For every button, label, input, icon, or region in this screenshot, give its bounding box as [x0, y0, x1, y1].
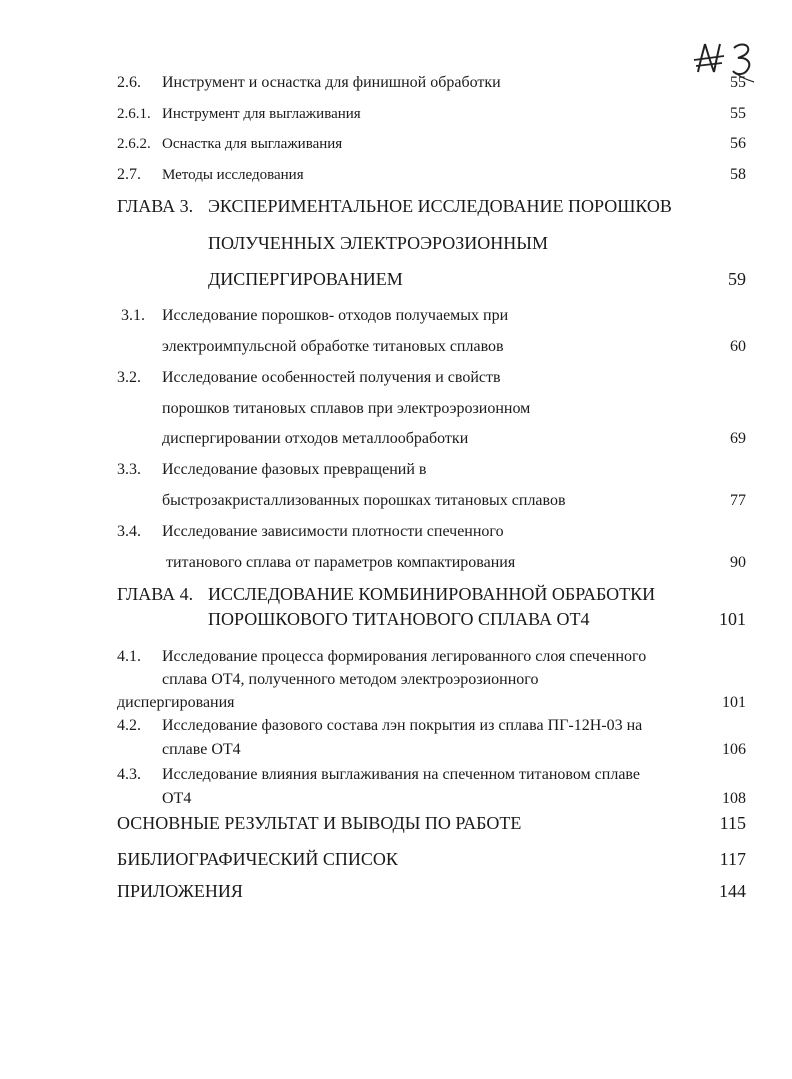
chapter4-page: 101 [719, 609, 746, 629]
toc-title-3-3-line1: Исследование фазовых превращений в [162, 461, 427, 478]
toc-title-2-6: Инструмент и оснастка для финишной обработки [162, 74, 501, 91]
toc-page-3-3: 77 [730, 492, 746, 509]
chapter4-number: ГЛАВА 4. [117, 584, 194, 604]
toc-title-2-6-1: Инструмент для выглаживания [162, 106, 361, 122]
toc-page-2-6-1: 55 [730, 105, 746, 122]
chapter3-title-line1: ЭКСПЕРИМЕНТАЛЬНОЕ ИССЛЕДОВАНИЕ ПОРОШКОВ [208, 196, 672, 216]
chapter3-title-line3: ДИСПЕРГИРОВАНИЕМ [208, 269, 403, 289]
toc-title-4-2-line2: сплаве ОТ4 [162, 741, 241, 758]
chapter3-page: 59 [728, 269, 746, 289]
handwritten-page-mark [690, 38, 762, 84]
toc-page-3-4: 90 [730, 554, 746, 571]
toc-num-4-3: 4.3. [117, 766, 141, 783]
toc-page-2-7: 58 [730, 166, 746, 183]
toc-num-3-2: 3.2. [117, 369, 141, 386]
toc-num-2-6-2: 2.6.2. [117, 136, 151, 152]
toc-bibliography-title: БИБЛИОГРАФИЧЕСКИЙ СПИСОК [117, 849, 398, 869]
toc-page-4-3: 108 [722, 790, 746, 807]
toc-num-4-1: 4.1. [117, 648, 141, 665]
toc-title-3-4-line2: титанового сплава от параметров компактирования [166, 554, 516, 571]
toc-page-2-6: 55 [730, 74, 746, 91]
toc-num-2-7: 2.7. [117, 166, 141, 183]
toc-title-3-1-line2: электроимпульсной обработке титановых сплавов [162, 338, 504, 355]
toc-title-4-3-line2: ОТ4 [162, 790, 192, 807]
toc-title-3-3-line2: быстрозакристаллизованных порошках титановых сплавов [162, 492, 566, 509]
toc-title-2-6-2: Оснастка для выглаживания [162, 136, 343, 152]
toc-title-3-2-line3: диспергировании отходов металлообработки [162, 430, 469, 447]
toc-title-4-1-line1: Исследование процесса формирования легированного слоя спеченного [162, 648, 647, 665]
chapter3-number: ГЛАВА 3. [117, 196, 194, 216]
toc-title-3-2-line2: порошков титановых сплавов при электроэрозионном [162, 400, 531, 417]
toc-title-2-7: Методы исследования [162, 167, 304, 183]
toc-results-page: 115 [719, 813, 746, 833]
toc-appendix-page: 144 [719, 881, 746, 901]
chapter4-title-line2: ПОРОШКОВОГО ТИТАНОВОГО СПЛАВА ОТ4 [208, 609, 590, 629]
toc-page-3-1: 60 [730, 338, 746, 355]
toc-num-3-4: 3.4. [117, 523, 141, 540]
toc-page-4-2: 106 [722, 741, 746, 758]
toc-page-3-2: 69 [730, 430, 746, 447]
toc-num-3-1: 3.1. [121, 307, 145, 324]
toc-title-4-1-line2: сплава ОТ4, полученного методом электроэрозионного [162, 671, 539, 688]
toc-page-4-1: 101 [722, 694, 746, 711]
toc-results-title: ОСНОВНЫЕ РЕЗУЛЬТАТ И ВЫВОДЫ ПО РАБОТЕ [117, 813, 522, 833]
toc-title-4-2-line1: Исследование фазового состава лэн покрытия из сплава ПГ-12Н-03 на [162, 717, 643, 734]
toc-bibliography-page: 117 [719, 849, 746, 869]
toc-page-2-6-2: 56 [730, 135, 746, 152]
toc-title-4-3-line1: Исследование влияния выглаживания на спеченном титановом сплаве [162, 766, 640, 783]
chapter4-title-line1: ИССЛЕДОВАНИЕ КОМБИНИРОВАННОЙ ОБРАБОТКИ [208, 584, 656, 604]
toc-title-3-4-line1: Исследование зависимости плотности спеченного [162, 523, 504, 540]
toc-title-3-1-line1: Исследование порошков- отходов получаемых при [162, 307, 509, 324]
toc-num-2-6: 2.6. [117, 74, 141, 91]
chapter3-title-line2: ПОЛУЧЕННЫХ ЭЛЕКТРОЭРОЗИОННЫМ [208, 233, 548, 253]
toc-num-2-6-1: 2.6.1. [117, 106, 151, 122]
toc-title-4-1-line3: диспергирования [117, 694, 235, 711]
toc-title-3-2-line1: Исследование особенностей получения и свойств [162, 369, 501, 386]
toc-num-4-2: 4.2. [117, 717, 141, 734]
toc-appendix-title: ПРИЛОЖЕНИЯ [117, 881, 243, 901]
toc-num-3-3: 3.3. [117, 461, 141, 478]
